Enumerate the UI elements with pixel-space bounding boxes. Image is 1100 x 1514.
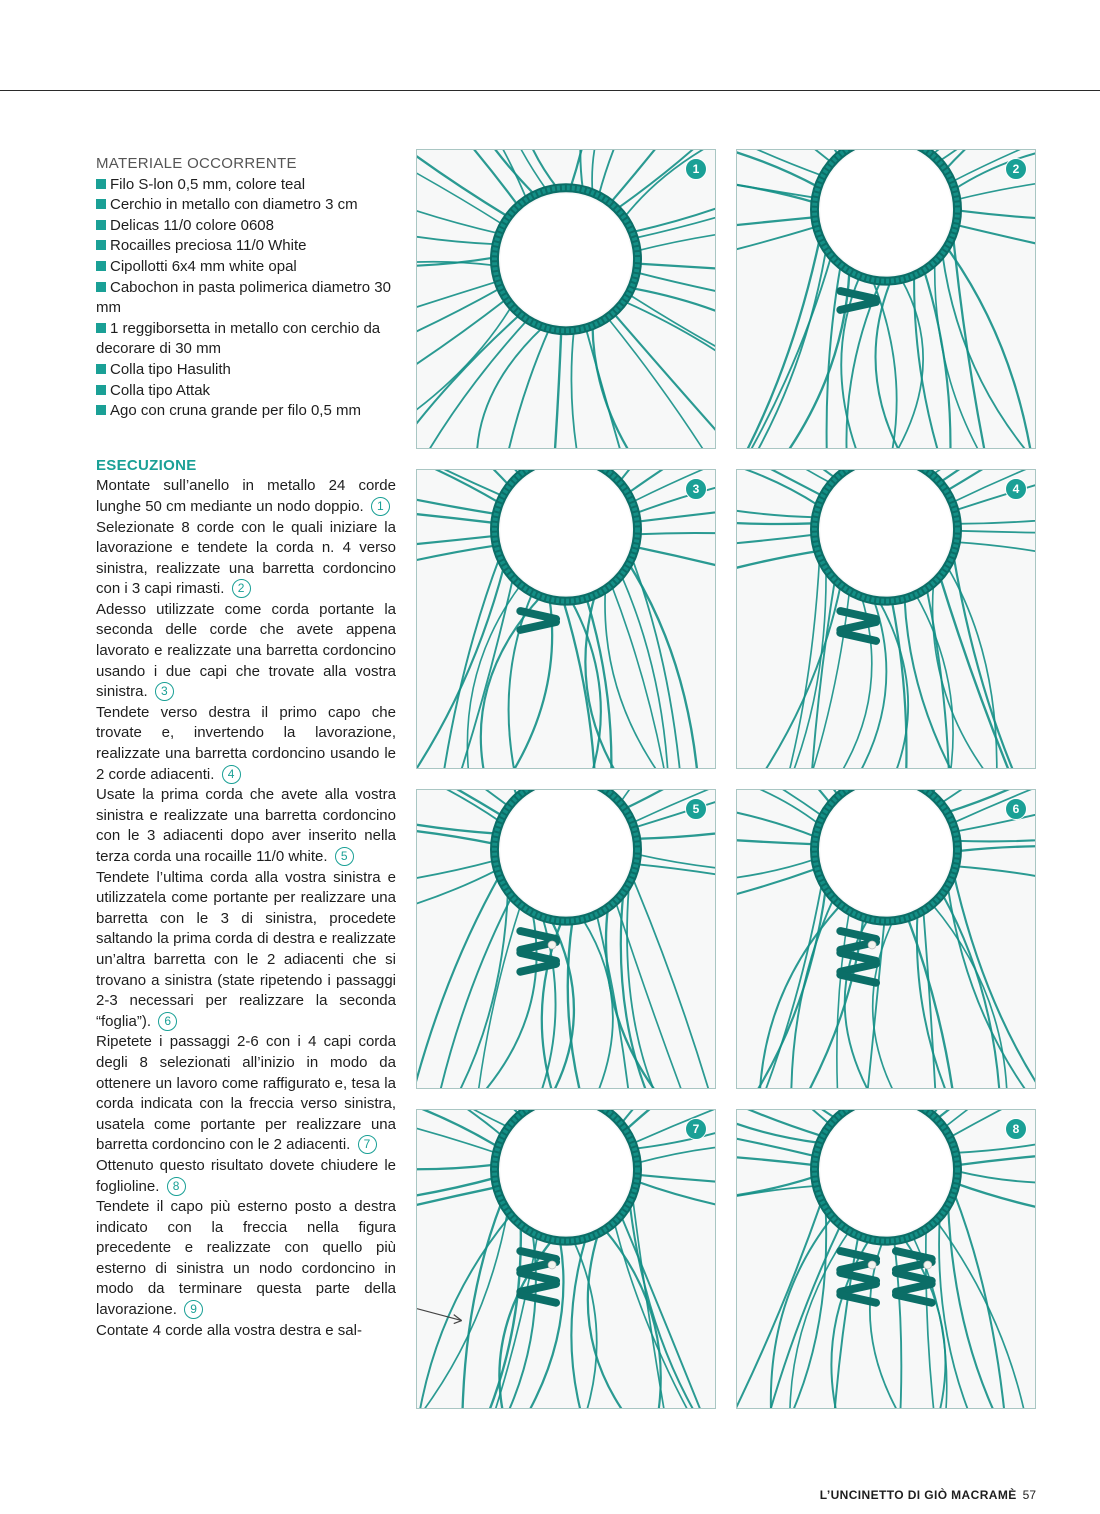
cord-strand (635, 547, 715, 597)
cord-strand (417, 1148, 495, 1169)
material-text: Delicas 11/0 colore 0608 (110, 216, 274, 234)
cord-strand (737, 1110, 820, 1143)
step-text: Selezionate 8 corde con le quali iniziare la lavorazione e tendete la corda n. 4 verso sinistra, realizzate una barretta cordoncino con i 3 capi rimasti. (96, 518, 396, 598)
cord-strand (776, 271, 849, 448)
material-text: Ago con cruna grande per filo 0,5 mm (110, 402, 361, 420)
material-item (96, 401, 396, 422)
step-paragraph (96, 703, 396, 785)
step-reference-badge: 7 (358, 1135, 377, 1154)
photo-number: 2 (1005, 158, 1027, 180)
cord-strand (954, 873, 1035, 1088)
step-photo-2 (736, 149, 1036, 449)
cord-strand (956, 542, 1035, 574)
step-paragraph (96, 476, 396, 517)
cord-strand (737, 1110, 823, 1136)
step-paragraph (96, 1197, 396, 1321)
cord-strand (574, 1241, 597, 1408)
bullet-square-icon (96, 364, 106, 374)
cord-strand (737, 535, 815, 553)
cord-strand (754, 585, 841, 768)
cord-strand (737, 150, 818, 187)
cord-strand (417, 1110, 496, 1153)
knot-bar (520, 931, 556, 939)
photo-number: 3 (685, 478, 707, 500)
step-photo-8 (736, 1109, 1036, 1409)
cord-strand (737, 483, 816, 518)
step-text: Ottenuto questo risultato dovete chiudere le foglioline. (96, 1156, 396, 1195)
cord-strand (947, 567, 997, 768)
step-photo-7 (416, 1109, 716, 1409)
step-paragraph (96, 1321, 396, 1342)
cord-strand (417, 150, 499, 234)
cord-strand (956, 225, 1035, 274)
material-item (96, 257, 396, 278)
cord-strand (417, 150, 535, 195)
step-paragraph (96, 785, 396, 867)
cord-strand (417, 470, 503, 496)
cord-strand (605, 1230, 661, 1408)
cord-strand (621, 1215, 708, 1408)
page-number: 57 (1022, 1488, 1036, 1502)
knot-bar (840, 964, 876, 972)
step-photo-3 (416, 469, 716, 769)
cord-strand (583, 919, 613, 1088)
cord-strand (637, 854, 715, 873)
bullet-square-icon (96, 282, 106, 292)
knot-bar (840, 633, 876, 641)
rocaille-bead (924, 1261, 932, 1269)
cord-strand (957, 510, 1035, 524)
ring-center (820, 1110, 951, 1235)
cord-strand (417, 470, 520, 475)
step-photo-4 (736, 469, 1036, 769)
knot-bar (840, 1251, 876, 1259)
material-text: 1 reggiborsetta in metallo con cerchio da decorare di 30 mm (96, 319, 381, 358)
step-text: Montate sull’anello in metallo 24 corde lunghe 50 cm mediante un nodo doppio. (96, 477, 396, 515)
step-paragraph (96, 518, 396, 600)
cord-strand (470, 913, 537, 1088)
cord-strand (737, 826, 815, 844)
bullet-square-icon (96, 179, 106, 189)
bullet-square-icon (96, 261, 106, 271)
step-text: Adesso utilizzate come corda portante la seconda delle corde che avete appena lavorato e realizzate una barretta cordoncino usando i due capi che trovate alla vostra sinistra. (96, 600, 396, 701)
macrame-illustration (417, 150, 715, 448)
photo-number: 7 (685, 1118, 707, 1140)
macrame-illustration (737, 470, 1035, 768)
material-text: Rocailles preciosa 11/0 White (110, 237, 307, 255)
photo-number: 5 (685, 798, 707, 820)
cord-strand (759, 882, 822, 1088)
bullet-square-icon (96, 323, 106, 333)
execution-body (96, 476, 396, 1341)
cord-strand (417, 1211, 508, 1408)
macrame-illustration (737, 1110, 1035, 1408)
cord-strand (737, 790, 823, 816)
step-text: Tendete l’ultima corda alla vostra sinistra e utilizzatela come portante per realizzare una barretta con le 3 di sinistra, procedete saltando la prima corda di destra e realizzate un’altra barretta con le 2 adiacenti che si trovano a sinistra (state ripetendo i passaggi 2-3 necessari per realizzare la seconda “foglia”). (96, 868, 396, 1030)
cord-strand (568, 921, 584, 1088)
ring-center (500, 470, 631, 595)
step-reference-badge: 3 (155, 682, 174, 701)
step-reference-badge: 6 (158, 1012, 177, 1031)
materials-list (96, 175, 396, 422)
cord-strand (887, 279, 923, 448)
material-item (96, 195, 396, 216)
cord-strand (586, 328, 661, 448)
cord-strand (476, 905, 521, 1088)
cord-strand (610, 1110, 715, 1113)
page-footer (820, 1488, 1036, 1502)
step-text: Tendete il capo più esterno posto a destra indicato con la freccia nella figura precedente e realizzate con quello più esterno di sinistra un nodo cordoncino in modo da terminare questa parte della lavorazione. (96, 1198, 396, 1319)
cord-strand (942, 254, 1035, 448)
macrame-illustration (737, 150, 1035, 448)
rocaille-bead (548, 1261, 556, 1269)
material-item (96, 360, 396, 381)
ring-center (500, 194, 631, 325)
cord-strand (631, 288, 715, 372)
material-item (96, 175, 396, 196)
cord-strand (737, 551, 818, 633)
text-column (96, 154, 396, 1341)
cord-strand (737, 790, 819, 824)
photo-number: 4 (1005, 478, 1027, 500)
step-text: Contate 4 corde alla vostra destra e sal- (96, 1321, 362, 1339)
step-reference-badge: 8 (167, 1177, 186, 1196)
cord-strand (947, 247, 1034, 448)
step-reference-badge: 5 (335, 847, 354, 866)
material-item (96, 319, 396, 360)
cord-strand (833, 1236, 858, 1408)
material-text: Cipollotti 6x4 mm white opal (110, 257, 297, 275)
step-reference-badge: 2 (232, 579, 251, 598)
cord-strand (737, 799, 816, 837)
cord-strand (417, 790, 503, 816)
cord-strand (637, 222, 715, 251)
knot-bar (840, 1273, 876, 1281)
step-paragraph (96, 600, 396, 703)
bullet-square-icon (96, 405, 106, 415)
ring-center (820, 790, 951, 915)
material-item (96, 236, 396, 257)
cord-strand (606, 908, 669, 1088)
ring-center (820, 150, 951, 275)
photo-number: 6 (1005, 798, 1027, 820)
cord-strand (563, 601, 595, 768)
macrame-illustration (417, 1110, 715, 1408)
cord-strand (908, 918, 955, 1088)
step-text: Ripetete i passaggi 2-6 con i 4 capi corda degli 8 selezionati all’inizio in modo da ottenere un lavoro come raffigurato e, tesa la corda indicata con la freccia verso sinistra, usatela come portante per realizzare una barretta cordoncino con le 2 adiacenti. (96, 1033, 396, 1154)
knot-bar (520, 622, 556, 630)
macrame-illustration (417, 470, 715, 768)
bullet-square-icon (96, 385, 106, 395)
cord-strand (957, 1149, 1035, 1166)
cord-strand (441, 557, 500, 768)
rocaille-bead (868, 1261, 876, 1269)
macrame-illustration (417, 790, 715, 1088)
step-reference-badge: 1 (371, 497, 390, 516)
cord-strand (837, 911, 849, 1088)
cord-strand (613, 313, 715, 448)
cord-strand (417, 1187, 497, 1254)
cord-strand (876, 281, 909, 448)
cord-strand (748, 249, 826, 448)
knot-bar (840, 291, 876, 299)
cord-strand (953, 235, 988, 448)
cord-strand (958, 210, 1035, 220)
material-text: Colla tipo Attak (110, 381, 211, 399)
knot-bar (520, 1251, 556, 1259)
pointer-arrow (417, 1309, 462, 1321)
cord-strand (958, 531, 1035, 535)
material-text: Colla tipo Hasulith (110, 360, 231, 378)
material-item (96, 278, 396, 319)
magazine-name: L’UNCINETTO DI GIÒ MACRAMÈ (819, 1488, 1017, 1502)
execution-title: ESECUZIONE (96, 456, 197, 474)
cord-strand (942, 894, 1000, 1088)
cord-strand (914, 275, 943, 448)
cord-strand (417, 299, 506, 433)
cord-strand (737, 150, 823, 176)
rocaille-bead (548, 941, 556, 949)
step-reference-badge: 4 (222, 765, 241, 784)
knot-bar (520, 1284, 556, 1292)
cord-strand (737, 1177, 815, 1202)
photo-number: 8 (1005, 1118, 1027, 1140)
material-text: Cabochon in pasta polimerica diametro 30 mm (96, 278, 391, 317)
cord-strand (956, 1184, 1035, 1227)
ring-center (500, 1110, 631, 1235)
step-text: Tendete verso destra il primo capo che trovate e, invertendo la lavorazione, realizzate una barretta cordoncino usando le 2 corde adiacenti. (96, 703, 396, 783)
cord-strand (958, 846, 1035, 855)
cord-strand (417, 320, 528, 448)
step-photo-1 (416, 149, 716, 449)
cord-strand (637, 1181, 715, 1222)
material-item (96, 381, 396, 402)
photo-number: 1 (685, 158, 707, 180)
bullet-square-icon (96, 220, 106, 230)
cord-strand (492, 329, 550, 448)
cord-strand (632, 877, 714, 1088)
cord-strand (417, 150, 508, 217)
cord-strand (417, 306, 512, 448)
cord-strand (614, 1222, 697, 1408)
cord-strand (956, 866, 1035, 929)
material-text: Filo S-lon 0,5 mm, colore teal (110, 175, 306, 193)
cord-strand (737, 227, 817, 281)
cord-strand (787, 569, 826, 768)
material-item (96, 216, 396, 237)
cord-strand (501, 1233, 536, 1408)
step-reference-badge: 9 (184, 1300, 203, 1319)
cord-strand (737, 1201, 822, 1408)
cord-strand (621, 575, 668, 768)
step-photo-6 (736, 789, 1036, 1089)
cord-strand (544, 331, 561, 448)
material-text: Cerchio in metallo con diametro 3 cm (110, 196, 358, 214)
materials-title: MATERIALE OCCORRENTE (96, 155, 297, 172)
step-paragraph (96, 1156, 396, 1197)
cord-strand (417, 470, 496, 514)
bullet-square-icon (96, 240, 106, 250)
cord-strand (924, 270, 951, 448)
cord-strand (417, 876, 499, 1088)
cord-strand (417, 314, 520, 448)
knot-bar (520, 964, 556, 972)
step-text: Usate la prima corda che avete alla vostra sinistra e realizzate una barretta cordoncino con le 3 adiacenti dopo aver inserito nella terza corda una rocaille 11/0 white. (96, 786, 396, 865)
cord-strand (958, 1171, 1035, 1183)
knot-bar (840, 953, 876, 961)
cord-strand (737, 217, 815, 238)
macrame-illustration (737, 790, 1035, 1088)
cord-strand (417, 1178, 495, 1209)
ring-center (820, 470, 951, 595)
cord-strand (467, 585, 520, 768)
step-paragraph (96, 1032, 396, 1156)
cord-strand (624, 301, 715, 448)
step-paragraph (96, 868, 396, 1033)
cord-strand (637, 1142, 715, 1163)
ring-center (500, 790, 631, 915)
cord-strand (417, 150, 527, 199)
cord-strand (932, 150, 1035, 155)
cord-strand (948, 1205, 1002, 1408)
cord-strand (940, 576, 1016, 768)
top-rule (0, 90, 1100, 91)
cord-strand (482, 1225, 521, 1408)
cord-strand (417, 191, 496, 244)
step-photo-5 (416, 789, 716, 1089)
cord-strand (741, 256, 832, 448)
cord-strand (737, 859, 815, 882)
cord-strand (417, 545, 496, 585)
cord-strand (637, 264, 715, 274)
bullet-square-icon (96, 199, 106, 209)
cord-strand (621, 892, 653, 1088)
rocaille-bead (868, 941, 876, 949)
knot-bar (520, 1295, 556, 1303)
